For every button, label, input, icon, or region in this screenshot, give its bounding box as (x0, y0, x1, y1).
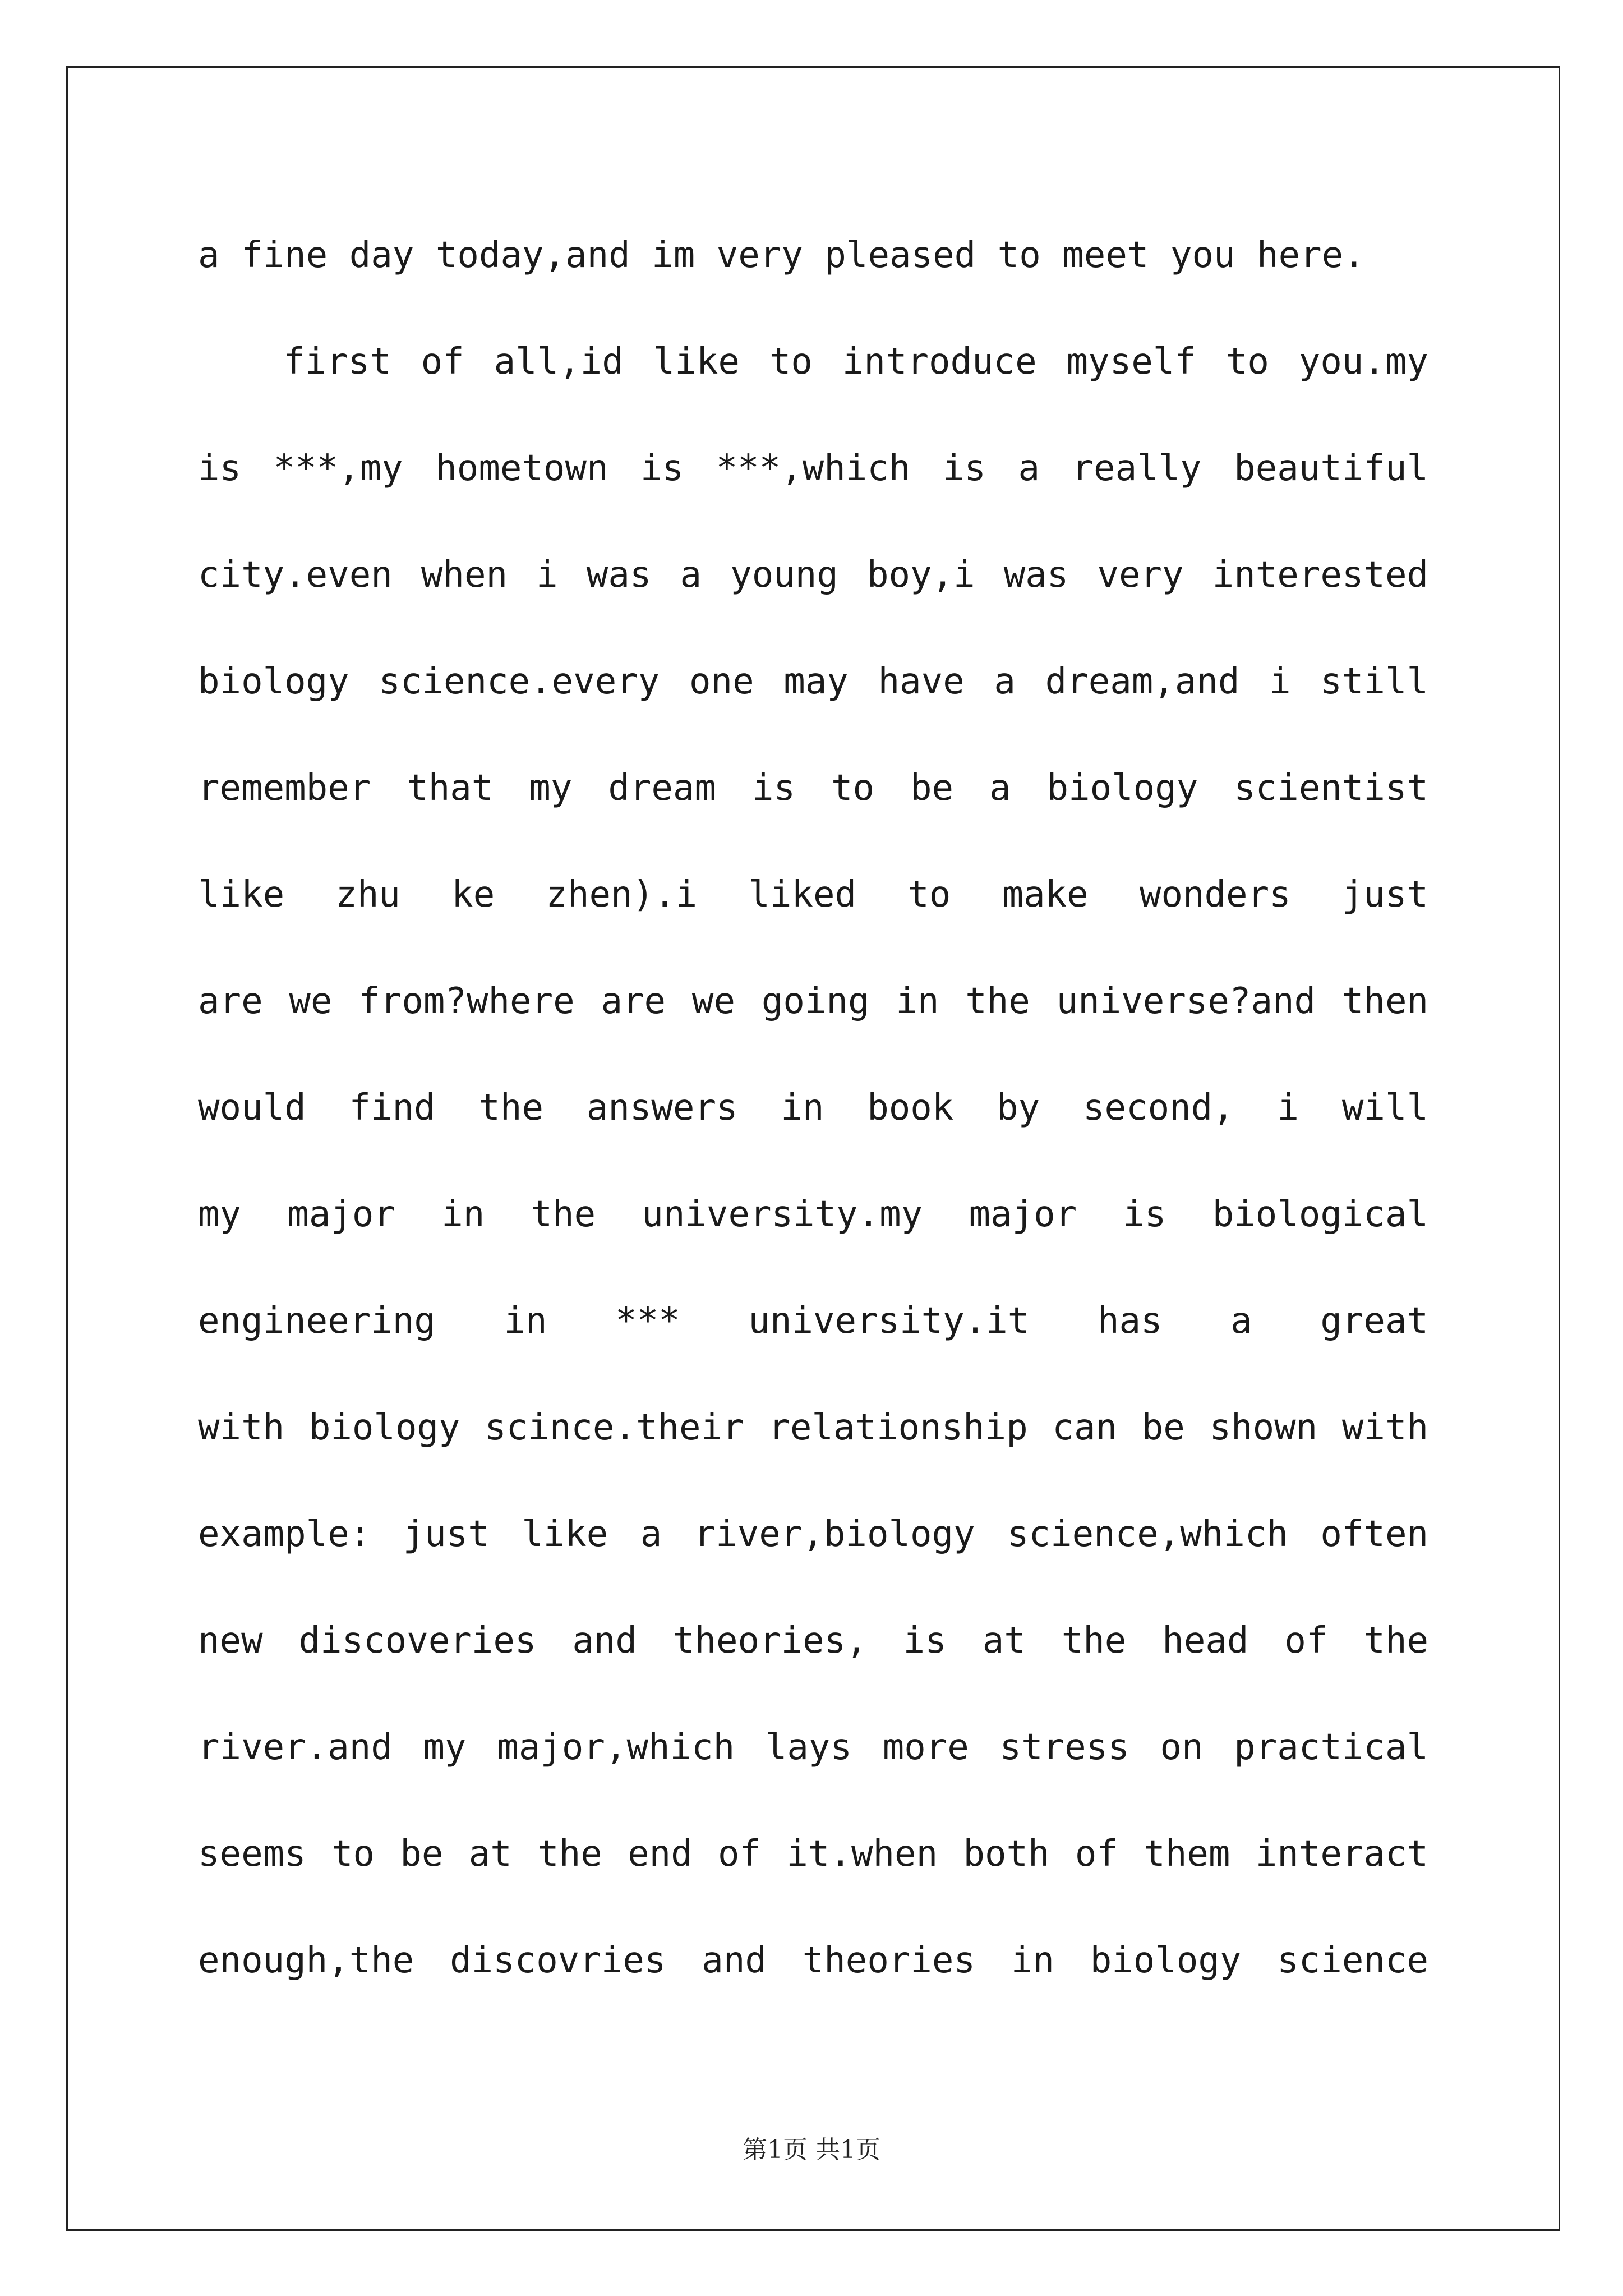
text-line: engineering in *** university.it has a great (198, 1300, 1428, 1342)
text-line: a fine day today,and im very pleased to meet you here. (198, 234, 1365, 276)
text-line: enough,the discovries and theories in biology science (198, 1940, 1428, 1981)
page-number-footer: 第1页 共1页 (743, 2136, 880, 2164)
document-body (198, 210, 1428, 2022)
text-line: seems to be at the end of it.when both of them interact (198, 1833, 1428, 1875)
text-line: with biology scince.their relationship can be shown with (198, 1407, 1428, 1448)
text-line: example: just like a river,biology science,which often (198, 1513, 1428, 1555)
text-line: are we from?where are we going in the universe?and then (198, 981, 1428, 1022)
text-line: would find the answers in book by second, i will (198, 1087, 1428, 1129)
text-line: river.and my major,which lays more stress on practical (198, 1727, 1428, 1768)
text-line: city.even when i was a young boy,i was very interested (198, 554, 1428, 596)
text-line: biology science.every one may have a dream,and i still (198, 661, 1428, 702)
text-line: remember that my dream is to be a biology scientist (198, 767, 1428, 809)
text-line: new discoveries and theories, is at the head of the (198, 1620, 1428, 1662)
text-line: my major in the university.my major is biological (198, 1194, 1428, 1235)
paragraph-first-line: first of all,id like to introduce myself to you.my (283, 341, 1428, 383)
text-line: like zhu ke zhen).i liked to make wonders just (198, 874, 1428, 915)
text-line: is ***,my hometown is ***,which is a really beautiful (198, 448, 1428, 489)
